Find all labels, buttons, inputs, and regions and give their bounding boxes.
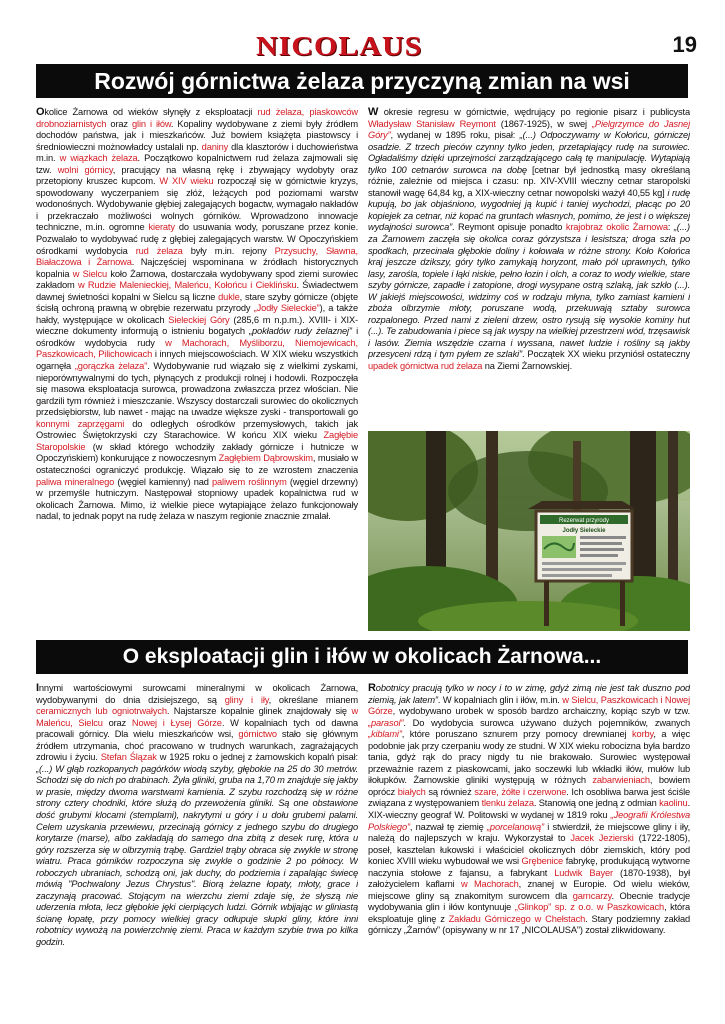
text-run: . Stary podziemny zakład górniczy „Żarnów” (opisywany w nr 17 „NICOLAUSA”) został zlikwidowany. — [368, 913, 690, 936]
highlighted-text: paliwem roślinnym — [211, 476, 287, 487]
highlighted-text: w Sielcu — [72, 268, 108, 279]
text-run: , bowiem oprócz — [368, 775, 690, 797]
text-run: . Początkowo kopalnictwem rud żelaza zajmowali się tzw. — [36, 153, 358, 175]
highlighted-text: dukle — [218, 291, 240, 302]
highlighted-text: w Machorach, Myśliborzu, Niemojewicach, Paszkowicach, Pilichowicach — [36, 337, 358, 360]
text-run: . Kopaliny wydobywane z ziemi były źródłem dochodów państwa, jak i mieszkańców. Już bowiem książęta piastowscy i średniowieczni możnowładcy ustalali np. — [36, 118, 358, 152]
text-run: , nazwał tę ziemię — [409, 821, 487, 832]
article-column — [36, 683, 358, 1013]
sign-title: Jodły Sieleckie — [562, 528, 606, 534]
text-run: : — [667, 222, 674, 233]
highlighted-text: W XIV wieku — [159, 176, 214, 187]
highlighted-text: w wiązkach żelaza — [59, 153, 138, 164]
forest-sign-image — [368, 431, 690, 631]
text-run: , wydobywano urobek w sposób bardzo archaiczny, kopiąc szyb w tzw. — [392, 706, 690, 717]
highlighted-text: „gorączka żelaza” — [74, 361, 148, 372]
text-run: „(...) za Żarnowem zaczęła się okolica coraz górzystsza i lesistsza; droga szła po spodkach, przecinała głębokie doliny i kołowała w różne strony. Koło Kołońca kraj jeszcze dzikszy, góry tylko zamykają horyzont, mało pól uprawnych, tylko lasy, zarośla, topiele i łąki niskie, pełno łozin i olch, a coraz to wody wielkie, stare szyby górnicze, zapadłe i zatopione, drogi wysypane ostrą szlaką, jak szkło (...). W jakiejś miejscowości, widzimy coś w rodzaju młyna, tylko zamiast kamieni i zboża olbrzymie młoty, poruszane wodą, przekuwają sztaby surowca rozpalonego. Przed nami z zieleni drzew, ostro rysują się wysokie kominy hut (...). Te zabudowania i piece są jak wyspy na wielkiej przestrzeni wód, trzęsawisk i lasów. Ziemia wszędzie czarna i wyssana, nawet ludzie i rośliny są jakby przesyceni rdzą i tym pyłem ze szlaki” — [368, 222, 690, 360]
text-run: „pokładów rudy żelaznej” — [249, 326, 352, 337]
highlighted-text: „Jeografii Królestwa Polskiego” — [368, 810, 690, 832]
initial-letter: R — [368, 683, 376, 694]
highlighted-text: górnictwo — [238, 729, 277, 740]
highlighted-text: Zakładu Górniczego w Chełstach — [448, 913, 586, 924]
text-run: . Reymont opisuje ponadto — [452, 222, 566, 233]
highlighted-text: białych — [397, 786, 426, 797]
highlighted-text: Zagłębiem Dąbrowskim — [218, 453, 313, 464]
text-run: okresie regresu w górnictwie, wędrujący po regionie pisarz i publicysta — [378, 107, 690, 117]
text-run: . Stanowią one jedną z odmian — [533, 798, 660, 809]
text-run: do usuwania wody, poruszane przez konie. Pozwalało to wydobywać rudę z głębiej zalegających warstw. W Opoczyńskiem ośrodkami wydobycia — [36, 222, 358, 256]
text-run: są również — [425, 786, 475, 797]
highlighted-text: „Glinkop” sp. z o.o. w Paszkowicach — [514, 902, 665, 913]
highlighted-text: paliwa mineralnego — [36, 476, 115, 487]
text-run: , określane mianem — [268, 694, 358, 705]
highlighted-text: w Sielcu, Paszkowicach i Nowej Górze — [368, 694, 690, 717]
text-run: i rudę kupują, bo jak objaśniono, wygodniej ją kupić i taniej wychodzi, płacąc po 20 kopiejek za cetnar, niż kopać na gruntach własnych, pomimo, że jest i o większej wydajności surowca” — [368, 187, 690, 233]
initial-letter: O — [36, 107, 45, 118]
text-run: . W kopalniach glin i iłów, m.in. — [437, 694, 563, 705]
text-run: i stwierdził, że miejscowe gliny i iły, należą do najlepszych w kraju. Wykorzystał to — [368, 821, 690, 844]
text-run: , a więc podobnie jak przy czerpaniu wody ze studni. W XIX wieku robocizna była bardzo tania, gdyż rąk do pracy nigdy tu nie brakowało. Surowiec występował przeważnie razem z piaskowcami, jako soczewki lub wkładki iłów, mułów lub iłołupków. Żarnowskie gliniki występują w różnych — [368, 729, 690, 786]
text-run: rozpoczął się w górnictwie kryzys, spowodowany wyczerpaniem się złóż, leżących pod poziomami warstw wodonośnych. Wydobywanie głębiej zalegających bogactw, wymagało nakładów i przekraczało możliwości wolnych górników. Wprowadzono innowacje techniczne, m.in. ogromne — [36, 176, 358, 233]
magazine-title: NICOLAUS — [256, 31, 423, 62]
text-run: . Świadectwem dawnej świetności kopalni w Sielcu są liczne — [36, 280, 358, 302]
text-run: oraz — [102, 717, 132, 728]
text-run: do odległych ośrodków przemysłowych, takich jak Ostrowiec Świętokrzyski czy Starachowice. W końcu XIX wieku — [36, 418, 358, 441]
highlighted-text: daniny — [201, 141, 229, 152]
highlighted-text: Stefan Ślązak — [100, 752, 157, 763]
text-run: i ośrodków wydobycia rudy — [36, 326, 358, 348]
highlighted-text: wolni górnicy — [57, 164, 113, 175]
highlighted-text: rud żelaza, piaskowców drobnoziarnistych — [36, 107, 358, 129]
highlighted-text: Ludwik Bayer — [554, 867, 613, 878]
text-run: (1867-1925), w swej — [495, 118, 592, 129]
highlighted-text: rud żelaza — [135, 245, 183, 256]
article-column — [36, 107, 358, 631]
initial-letter: I — [36, 683, 39, 694]
paragraph — [368, 107, 690, 373]
text-run: „(...) W głąb rozkopanych pagórków wiodą szyby, głębokie na 25 do 30 metrów. Schodzi się do nich po drabinach. Żyła gliniki, gruba na 1,70 m znajduje się jakby w prasie, między dwoma warstwami kamienia. Z szybu rozchodzą się w różne strony cztery chodniki, które służą do przewożenia gliniki. Są one obstawione dość grubymi klocami (stemplami), nakrytymi u góry i u dołu grubemi palami. Celem uzyskania przewiewu, przecinają górnicy z jednego szybu do drugiego korytarze (marse), albo zakładają do samego dna zbitą z desek rurę, która u góry rozszerza się w olbrzymią trąbę. Gardziel trąby obraca się zwykle w stronę wiatru. Praca górników rozpoczyna się zwykle o godzinie 2 po północy. W roboczych ubraniach, schodzą oni, jak duchy, do podziemia i zapalając świecę mówią "Pochwalony Jezus Chrystus". Biorą żelazne łopaty, młoty, grace i zaczynają pracować. Stojącym na wierzchu ziemi zdaje się, że słyszą nie uderzenia młota, lecz głębokie jęki cierpiących ludzi. Górnik wbijając w gliniastą ścianę łopatę, przy pomocy wielkiej gracy odłupuje słupki gliny, które inni robotnicy wywożą na powierzchnię ziemi. Praca w każdym szybie trwa po kilka godzin. — [36, 763, 358, 948]
highlighted-text: gliny i iły — [224, 694, 269, 705]
highlighted-text: ceramicznych lub ogniotrwałych — [36, 706, 167, 717]
text-run: (1722-1805), poseł, kasztelan łukowski i właściciel okolicznych dóbr ziemskich, który pod koniec XVIII wieku wybudował we wsi — [368, 833, 690, 867]
highlighted-text: glin i iłów — [132, 118, 171, 129]
text-run: , musiało w ostateczności ograniczyć produkcję. Wiązało się to ze wzrostem znaczenia — [36, 453, 358, 475]
text-run: . Najczęściej wspominana w źródłach historycznych kopalnia — [36, 257, 358, 279]
text-run: (węgiel drzewny) w przemyśle hutniczym. Następował stopniowy upadek kopalnictwa rud w okolicach Żarnowa. Mimo, iż wielkie piece wytapiające żelazo funkcjonowały nadal, to jednak popyt na rudę żelaza w naszym regionie znacznie zmalał. — [36, 476, 358, 522]
highlighted-text: „Pielgrzymce do Jasnej Góry” — [368, 118, 690, 141]
highlighted-text: konnymi zaprzęgami — [36, 418, 125, 429]
text-run: ), a także hałdy, występujące w okolicach — [36, 303, 358, 325]
highlighted-text: Nowej i Łysej Górze — [131, 717, 222, 728]
text-run: dla klasztorów i duchowieństwa m.in. — [36, 141, 358, 164]
text-run: . Najstarsze kopalnie glinek znajdowały się — [166, 706, 352, 717]
highlighted-text: w Machorach — [461, 879, 519, 890]
highlighted-text: zabarwieniach — [592, 775, 650, 786]
text-run: . Początek XX wieku przyniósł ostateczny — [521, 349, 690, 360]
text-run: , wydanej w 1895 roku, pisał: — [390, 130, 520, 141]
highlighted-text: garncarzy — [572, 890, 612, 901]
highlighted-text: kieraty — [148, 222, 175, 233]
highlighted-text: krajobraz okolic Żarnowa — [565, 222, 668, 233]
text-run: oraz — [106, 118, 133, 129]
text-run: , pracujący na własną rękę i zbywający wydobyty oraz przetopiony kruszec kupcom. — [36, 164, 358, 187]
text-run: . XIX-wieczny geograf W. Politowski w wydanej w 1819 roku — [368, 798, 690, 821]
text-run: [cetnar był jednostką masy określaną różnie, zależnie od miejsca i czasu: np. XIV-XVIII wieczny cetnar staropolski stanowił wagę 64,84 kg, a XIX-wieczny cetnar nowopolski ważył 40,55 kg] — [368, 164, 690, 198]
highlighted-text: „kiblami” — [368, 729, 402, 740]
article-title-mining: Rozwój górnictwa żelaza przyczyną zmian na wsi — [36, 64, 688, 98]
highlighted-text: Władysław Stanisław Reymont — [368, 118, 496, 129]
text-run: . W kopalniach tych od dawna pracowali górnicy. Dla wielu mieszkańców wsi, — [36, 717, 358, 740]
text-run: „(...) Odpoczywamy w Kołońcu, górniczej osadzie. Z trzech pieców czynny tylko jeden, przetapiający rudę na surowiec. Ogładaliśmy dzięki uprzejmości zarządzającego całą tę manipulację. Wytapiają tylko 100 cetnarów surowca na dobę — [368, 130, 690, 175]
sign-heading: Rezerwat przyrody — [558, 518, 610, 524]
highlighted-text: „porcelanową” — [486, 821, 544, 832]
initial-letter: W — [368, 107, 379, 118]
text-run: fabrykę, produkującą wytworne naczynia stołowe z fajansu, a fabrykant — [368, 856, 690, 878]
article-title-clays: O eksploatacji glin i iłów w okolicach Żarnowa... — [36, 640, 688, 674]
paragraph — [36, 683, 358, 949]
highlighted-text: korby — [632, 729, 654, 740]
text-run: , stare szyby górnicze (objęte ścisłą ochroną prawną w obrębie rezerwatu przyrody — [36, 291, 358, 314]
highlighted-text: Jacek Jezierski — [570, 833, 634, 844]
text-run: były m.in. rejony — [182, 245, 275, 256]
text-run: (285,6 m n.p.m.). XVIII- i XIX-wieczne dokumenty informują o istnieniu bogatych — [36, 314, 358, 337]
text-run: . Wydobywanie rud wiązało się z wielkimi zyskami, nieporównywalnymi do tych, płynących z produkcji rolnej i hodowli. Rozpoczęła się masowa eksploatacja surowca, prowadzona zwłaszcza przez włościan. Nie gardzili tym również i mieszczanie. Wszyscy dostarczali surowiec do okolicznych przedsiębiorstw, lub nawet - mając na uwadze większe zyski - transportowali go — [36, 361, 358, 418]
text-run: , która eksploatuje glinę z — [368, 902, 690, 924]
text-run: stało się głównym źródłem utrzymania, choć pracowano w trudnych warunkach, zagrażających zdrowiu i życiu. — [36, 729, 358, 763]
reserve-photo — [368, 431, 690, 631]
paragraph — [368, 683, 690, 937]
highlighted-text: Zagłębie Staropolskie — [36, 430, 358, 452]
highlighted-text: upadek górnictwa rud żelaza — [368, 361, 483, 372]
text-run: w 1925 roku o jednej z żarnowskich kopalń pisał: — [156, 752, 358, 763]
text-run: kolice Żarnowa od wieków słynęły z eksploatacji — [44, 107, 258, 117]
highlighted-text: w Rudzie Malenieckiej, Maleńcu, Kołońcu i Cieklińsku — [77, 280, 297, 291]
text-run: (1870-1938), był założycielem kaflarni — [368, 867, 690, 890]
paragraph — [36, 107, 358, 523]
highlighted-text: „parasol” — [368, 717, 404, 728]
text-run: (węgiel kamienny) nad — [114, 476, 212, 487]
highlighted-text: w Maleńcu, Sielcu — [36, 706, 358, 728]
highlighted-text: „Jodły Sieleckie” — [253, 303, 320, 314]
highlighted-text: kaolinu — [659, 798, 688, 809]
highlighted-text: Przysuchy, Sławna, Białaczowa i Żarnowa — [36, 245, 358, 268]
text-run: na Ziemi Żarnowskiej. — [482, 361, 573, 372]
text-run: . Do wydobycia surowca używano dużych pojemników, zwanych — [403, 717, 690, 728]
text-run: , które poruszano sznurem przy pomocy drewnianej — [401, 729, 633, 740]
highlighted-text: Sieleckiej Góry — [168, 314, 230, 325]
highlighted-text: Grębenice — [521, 856, 564, 867]
page-number: 19 — [672, 32, 697, 57]
text-run: (w skład którego wchodziły zakłady górnicze i hutnicze w Opoczyńskiem) konkurujące z nowoczesnym — [36, 441, 358, 464]
text-run: nnymi wartościowymi surowcami mineralnymi w okolicach Żarnowa, wydobywanymi do dnia dzisiejszego, są — [36, 683, 358, 705]
highlighted-text: szare, żółte i czerwone — [474, 786, 567, 797]
article-column — [368, 683, 690, 1013]
article-column — [368, 107, 690, 427]
text-run: , znanej w Europie. Od wielu wieków, miejscowe gliny są znakomitym surowcem dla — [368, 879, 690, 901]
text-run: obotnicy pracują tylko w nocy i to w zimę, gdyż zimą nie jest tak duszno pod ziemią, jak latem” — [368, 683, 690, 705]
highlighted-text: tlenku żelaza — [481, 798, 534, 809]
text-run: i innych miejscowościach. W XIX wieku wszystkich ogarnęła — [36, 349, 358, 372]
text-run: koło Żarnowa, dostarczała wydobywany spod ziemi surowiec zakładom — [36, 268, 358, 291]
text-run: . Ich osobliwa barwa jest ściśle związana z występowaniem — [368, 786, 690, 809]
text-run: . Obecnie tradycje wydobywania glin i iłów kontynuuje — [368, 890, 690, 913]
